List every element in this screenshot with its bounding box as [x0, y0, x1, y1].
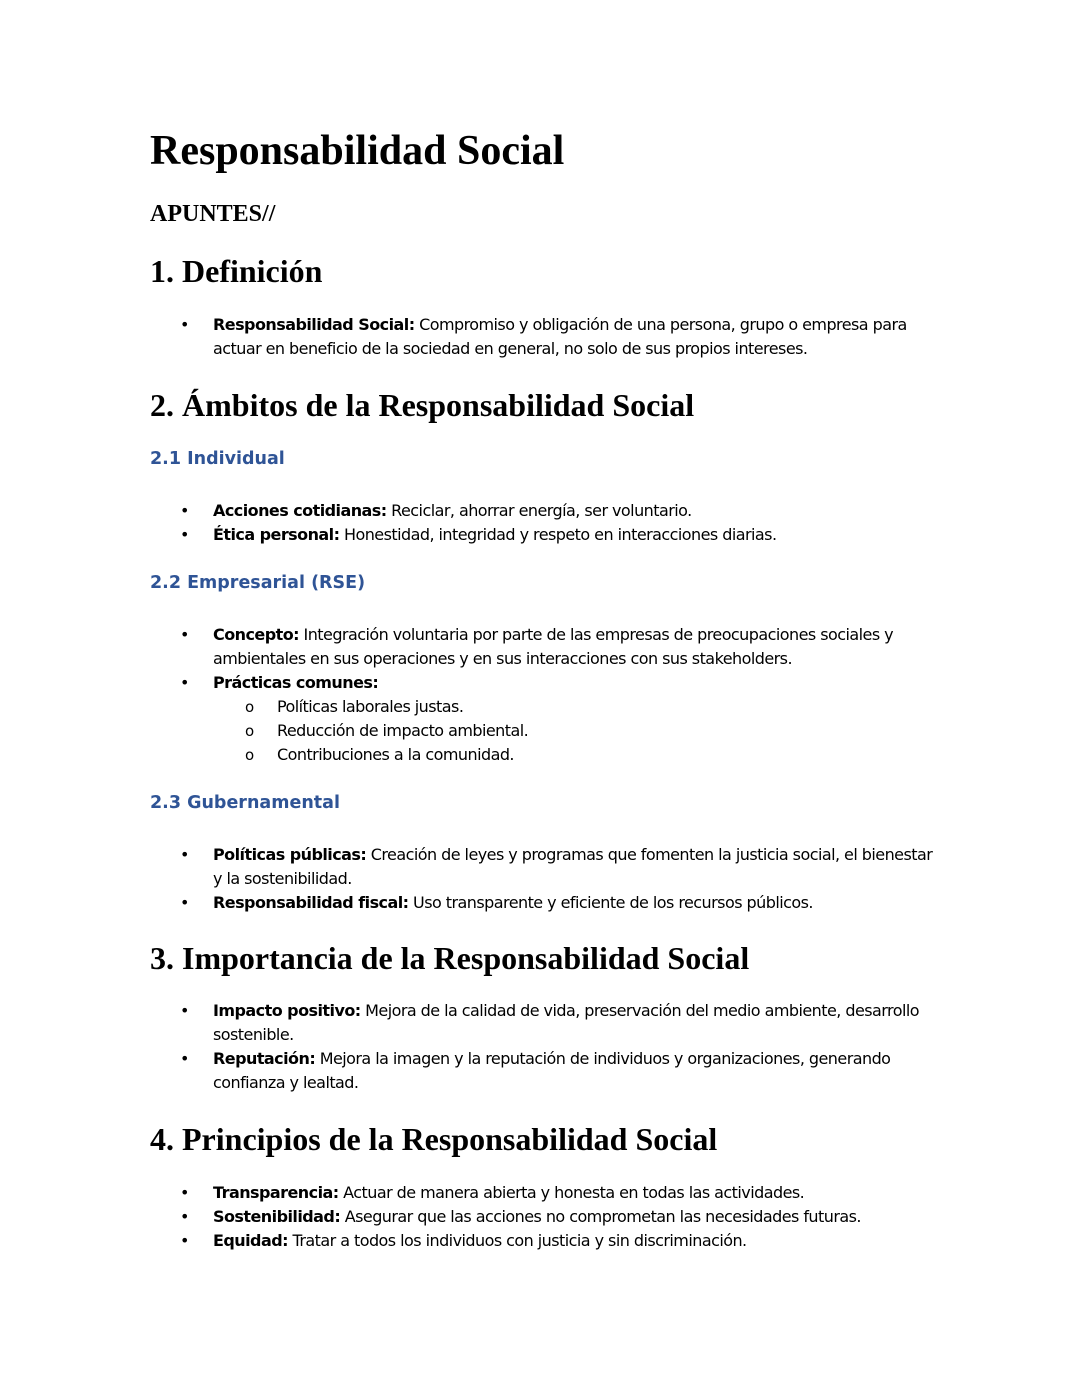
bullet-icon: • [180, 893, 190, 912]
item-text: Integración voluntaria por parte de las empresas de preocupaciones sociales y ambientales en sus operaciones y en sus interacciones con sus stakeholders. [213, 625, 894, 668]
item-text: Tratar a todos los individuos con justicia y sin discriminación. [287, 1231, 747, 1250]
subsection-heading-gubernamental: 2.3 Gubernamental [150, 793, 340, 813]
item-text: Honestidad, integridad y respeto en interacciones diarias. [339, 525, 777, 544]
item-term: Concepto: [213, 625, 300, 644]
circle-bullet-icon: o [245, 746, 255, 764]
item-term: Ética personal: [213, 525, 340, 544]
list-item [150, 999, 940, 1047]
subitem-text: Políticas laborales justas. [277, 697, 464, 716]
item-term: Prácticas comunes: [213, 673, 379, 692]
bullet-icon: • [180, 1001, 190, 1020]
empresarial-list [150, 623, 940, 767]
item-term: Transparencia: [213, 1183, 339, 1202]
item-term: Políticas públicas: [213, 845, 367, 864]
item-text: Mejora de la calidad de vida, preservación del medio ambiente, desarrollo sostenible. [213, 1001, 919, 1044]
list-item [150, 1229, 940, 1253]
list-item [150, 1047, 940, 1095]
item-term: Impacto positivo: [213, 1001, 361, 1020]
item-text: Mejora la imagen y la reputación de individuos y organizaciones, generando confianza y lealtad. [213, 1049, 891, 1092]
bullet-icon: • [180, 1049, 190, 1068]
list-item [150, 623, 940, 671]
section-heading-ambitos: 2. Ámbitos de la Responsabilidad Social [150, 387, 695, 423]
gubernamental-list [150, 843, 940, 915]
list-item [150, 313, 940, 361]
sublist-item [213, 743, 940, 767]
bullet-icon: • [180, 673, 190, 692]
list-item [150, 523, 940, 547]
practicas-sublist [213, 695, 940, 767]
bullet-icon: • [180, 525, 190, 544]
document-title: Responsabilidad Social [150, 128, 565, 174]
item-text: Reciclar, ahorrar energía, ser voluntario. [386, 501, 692, 520]
importancia-list [150, 999, 940, 1095]
section-heading-principios: 4. Principios de la Responsabilidad Social [150, 1121, 718, 1157]
item-text: Actuar de manera abierta y honesta en todas las actividades. [338, 1183, 805, 1202]
subsection-heading-empresarial: 2.2 Empresarial (RSE) [150, 573, 366, 593]
item-text: Uso transparente y eficiente de los recursos públicos. [408, 893, 813, 912]
list-item [150, 671, 940, 767]
list-item [150, 843, 940, 891]
item-term: Reputación: [213, 1049, 316, 1068]
item-text: Creación de leyes y programas que fomenten la justicia social, el bienestar y la sostenibilidad. [213, 845, 933, 888]
item-term: Responsabilidad fiscal: [213, 893, 409, 912]
bullet-icon: • [180, 625, 190, 644]
bullet-icon: • [180, 315, 190, 334]
item-term: Equidad: [213, 1231, 288, 1250]
sublist-item [213, 695, 940, 719]
sublist-item [213, 719, 940, 743]
item-text: Compromiso y obligación de una persona, grupo o empresa para actuar en beneficio de la sociedad en general, no solo de sus propios intereses. [213, 315, 907, 358]
section-heading-definicion: 1. Definición [150, 253, 323, 289]
bullet-icon: • [180, 1183, 190, 1202]
list-item [150, 499, 940, 523]
list-item [150, 891, 940, 915]
individual-list [150, 499, 940, 547]
bullet-icon: • [180, 1207, 190, 1226]
item-term: Responsabilidad Social: [213, 315, 415, 334]
subsection-heading-individual: 2.1 Individual [150, 449, 285, 469]
document-subtitle: APUNTES// [150, 201, 276, 227]
bullet-icon: • [180, 845, 190, 864]
circle-bullet-icon: o [245, 722, 255, 740]
principios-list [150, 1181, 940, 1253]
item-term: Sostenibilidad: [213, 1207, 341, 1226]
item-text: Asegurar que las acciones no comprometan las necesidades futuras. [340, 1207, 861, 1226]
subitem-text: Reducción de impacto ambiental. [277, 721, 529, 740]
subitem-text: Contribuciones a la comunidad. [277, 745, 514, 764]
definition-list [150, 313, 940, 361]
section-heading-importancia: 3. Importancia de la Responsabilidad Social [150, 940, 750, 976]
list-item [150, 1205, 940, 1229]
circle-bullet-icon: o [245, 698, 255, 716]
item-term: Acciones cotidianas: [213, 501, 387, 520]
bullet-icon: • [180, 1231, 190, 1250]
bullet-icon: • [180, 501, 190, 520]
list-item [150, 1181, 940, 1205]
